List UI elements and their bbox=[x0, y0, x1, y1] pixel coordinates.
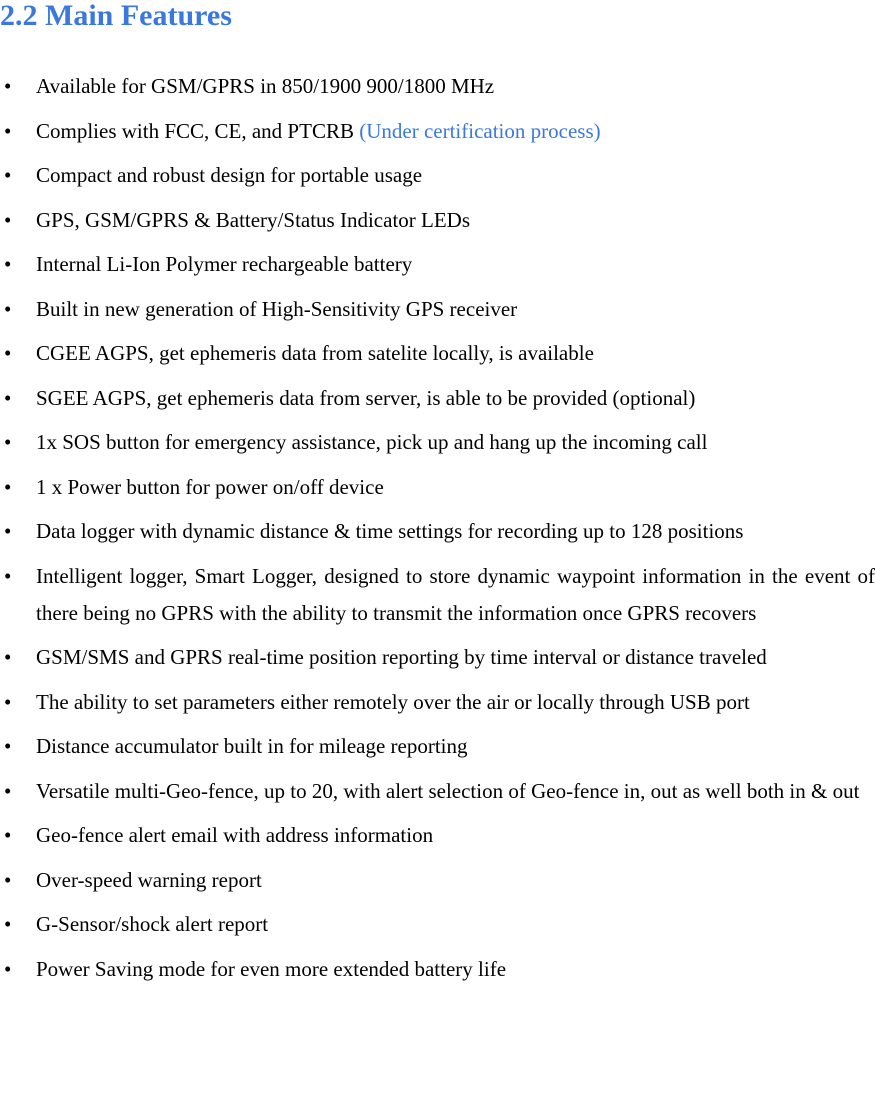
bullet-icon: • bbox=[4, 474, 12, 499]
feature-item bbox=[0, 728, 875, 765]
bullet-icon: • bbox=[4, 689, 12, 714]
feature-text: 1x SOS button for emergency assistance, pick up and hang up the incoming call bbox=[36, 430, 708, 454]
feature-text: Data logger with dynamic distance & time settings for recording up to 128 positions bbox=[36, 519, 744, 543]
bullet-icon: • bbox=[4, 341, 12, 365]
feature-text: Complies with FCC, CE, and PTCRB bbox=[36, 118, 354, 143]
feature-text: Distance accumulator built in for mileage reporting bbox=[36, 734, 468, 758]
feature-text: GSM/SMS and GPRS real-time position reporting by time interval or distance traveled bbox=[36, 645, 767, 669]
feature-item bbox=[0, 513, 875, 550]
feature-item bbox=[0, 639, 875, 676]
feature-text: G-Sensor/shock alert report bbox=[36, 912, 269, 936]
section-heading: 2.2 Main Features bbox=[0, 0, 232, 32]
bullet-icon: • bbox=[4, 163, 12, 187]
feature-item bbox=[0, 862, 875, 899]
feature-text: Over-speed warning report bbox=[36, 867, 262, 892]
feature-item bbox=[0, 906, 875, 943]
feature-item bbox=[0, 773, 875, 810]
bullet-icon: • bbox=[4, 645, 12, 669]
bullet-icon: • bbox=[4, 563, 12, 588]
feature-list bbox=[0, 68, 875, 995]
bullet-icon: • bbox=[4, 118, 12, 143]
bullet-icon: • bbox=[4, 734, 12, 758]
feature-text: The ability to set parameters either remotely over the air or locally through USB port bbox=[36, 689, 750, 714]
feature-text: SGEE AGPS, get ephemeris data from server, is able to be provided (optional) bbox=[36, 385, 696, 410]
feature-item bbox=[0, 68, 875, 105]
feature-item bbox=[0, 558, 875, 632]
feature-text: Built in new generation of High-Sensitivity GPS receiver bbox=[36, 296, 518, 321]
feature-item bbox=[0, 380, 875, 417]
feature-text: 1 x Power button for power on/off device bbox=[36, 474, 384, 499]
feature-text: Available for GSM/GPRS in 850/1900 900/1800 MHz bbox=[36, 74, 495, 98]
feature-item bbox=[0, 113, 875, 150]
feature-item bbox=[0, 817, 875, 854]
bullet-icon: • bbox=[4, 867, 12, 892]
bullet-icon: • bbox=[4, 430, 12, 454]
feature-text: Geo-fence alert email with address information bbox=[36, 823, 434, 847]
feature-item bbox=[0, 335, 875, 372]
bullet-icon: • bbox=[4, 912, 12, 936]
bullet-icon: • bbox=[4, 74, 12, 98]
feature-item bbox=[0, 951, 875, 988]
bullet-icon: • bbox=[4, 823, 12, 847]
bullet-icon: • bbox=[4, 385, 12, 410]
feature-item bbox=[0, 157, 875, 194]
feature-text: GPS, GSM/GPRS & Battery/Status Indicator LEDs bbox=[36, 207, 471, 232]
feature-item bbox=[0, 202, 875, 239]
feature-text: Internal Li-Ion Polymer rechargeable battery bbox=[36, 252, 413, 276]
feature-text: Versatile multi-Geo-fence, up to 20, with alert selection of Geo-fence in, out as well both in & out bbox=[36, 778, 860, 803]
feature-text: CGEE AGPS, get ephemeris data from satelite locally, is available bbox=[36, 341, 594, 365]
bullet-icon: • bbox=[4, 296, 12, 321]
bullet-icon: • bbox=[4, 519, 12, 543]
bullet-icon: • bbox=[4, 778, 12, 803]
bullet-icon: • bbox=[4, 252, 12, 276]
feature-item bbox=[0, 246, 875, 283]
feature-item bbox=[0, 684, 875, 721]
feature-item bbox=[0, 291, 875, 328]
bullet-icon: • bbox=[4, 956, 12, 981]
bullet-icon: • bbox=[4, 207, 12, 232]
feature-text: Power Saving mode for even more extended battery life bbox=[36, 956, 507, 981]
feature-item bbox=[0, 424, 875, 461]
certification-note: (Under certification process) bbox=[359, 118, 601, 143]
feature-text: Compact and robust design for portable usage bbox=[36, 163, 423, 187]
feature-text: Intelligent logger, Smart Logger, designed to store dynamic waypoint information in the event of there being no GPRS with the ability to transmit the information once GPRS recovers bbox=[36, 563, 875, 625]
feature-item bbox=[0, 469, 875, 506]
